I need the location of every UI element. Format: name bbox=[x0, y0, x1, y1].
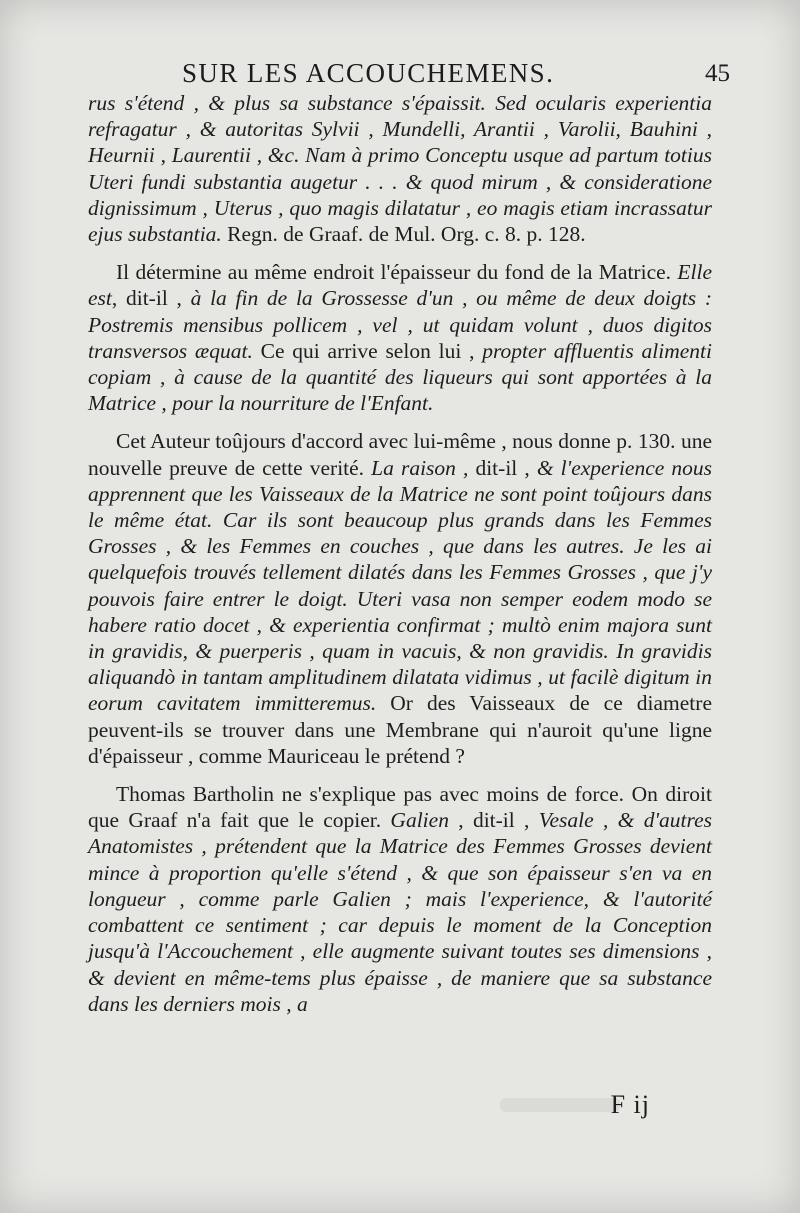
page-header bbox=[90, 58, 730, 92]
roman-text-run: Il détermine au même endroit l'épaisseur du fond de la Matrice. bbox=[116, 260, 678, 285]
roman-text-run: Ce qui arrive selon lui , bbox=[252, 338, 483, 363]
paragraph bbox=[88, 428, 712, 769]
running-title: SUR LES ACCOUCHEMENS. bbox=[182, 58, 555, 88]
paragraph bbox=[88, 259, 712, 416]
roman-text-run: Or des Vaisseaux de ce diametre peuvent-ils se trouver dans une Membrane qui n'auroit qu'une ligne d'épaisseur , comme Mauriceau le prétend ? bbox=[88, 691, 712, 768]
roman-text-run: Regn. de Graaf. de Mul. Org. c. 8. p. 128. bbox=[221, 222, 586, 247]
italic-text-run: rus s'étend , & plus sa substance s'épaissit. Sed ocularis experientia refragatur , & autoritas Sylvii , Mundelli, Arantii , Varolii, Bauhini , Heurnii , Laurentii , &c. Nam à primo Conceptu usque ad partum totius Uteri fundi substantia augetur . . . & quod mirum , & consideratione dignissimum , Uterus , quo magis dilatatur , eo magis etiam incrassatur ejus substantia. bbox=[88, 91, 712, 247]
roman-text-run: , dit-il , bbox=[448, 808, 539, 833]
signature-mark: F ij bbox=[610, 1090, 650, 1119]
roman-text-run: Thomas Bartholin ne s'explique pas avec moins de force. On diroit que Graaf n'a fait que le copier. bbox=[88, 782, 712, 833]
roman-text-run: dit-il , bbox=[468, 455, 537, 480]
italic-text-run: propter affluentis alimenti copiam , à cause de la quantité des liqueurs qui sont apportées à la Matrice , pour la nourriture de l'Enfant. bbox=[88, 338, 712, 416]
show-through-text bbox=[500, 1098, 620, 1112]
italic-text-run: Vesale , & d'autres Anatomistes , prétendent que la Matrice des Femmes Grosses devient mince à proportion qu'elle s'étend , & que son épaisseur s'en va en longueur , comme parle Galien ; mais l'experience, & l'autorité combattent ce sentiment ; car depuis le moment de la Conception jusqu'à l'Accouchement , elle augmente suivant toutes ses dimensions , & devient en même-tems plus épaisse , de maniere que sa substance dans les derniers mois , a bbox=[88, 808, 712, 1016]
paragraph bbox=[88, 781, 712, 1017]
body-text bbox=[88, 90, 712, 1029]
italic-text-run: à la fin de la Grossesse d'un , ou même de deux doigts : Postremis mensibus pollicem , vel , ut quidam volunt , duos digitos transversos æquat. bbox=[88, 286, 712, 363]
italic-text-run: & l'experience nous apprennent que les Vaisseaux de la Matrice ne sont point toûjours dans le même état. Car ils sont beaucoup plus grands dans les Femmes Grosses , & les Femmes en couches , que dans les autres. Je les ai quelquefois trouvés tellement dilatés dans les Femmes Grosses , que j'y pouvois faire entrer le doigt. Uteri vasa non semper eodem modo se habere ratio docet , & experientia confirmat ; multò enim majora sunt in gravidis, & puerperis , quam in vacuis, & non gravidis. In gravidis aliquandò in tantam amplitudinem dilatata vidimus , ut facilè digitum in eorum cavitatem immitteremus. bbox=[88, 455, 712, 716]
italic-text-run: La raison , bbox=[371, 455, 469, 480]
roman-text-run: , dit-il , bbox=[111, 286, 191, 311]
page-number: 45 bbox=[705, 60, 730, 87]
quote-continuation bbox=[88, 90, 712, 247]
roman-text-run: Cet Auteur toûjours d'accord avec lui-même , nous donne p. 130. une nouvelle preuve de cette verité. bbox=[88, 429, 712, 480]
italic-text-run: Elle est bbox=[88, 260, 712, 311]
italic-text-run: Galien bbox=[390, 808, 449, 833]
